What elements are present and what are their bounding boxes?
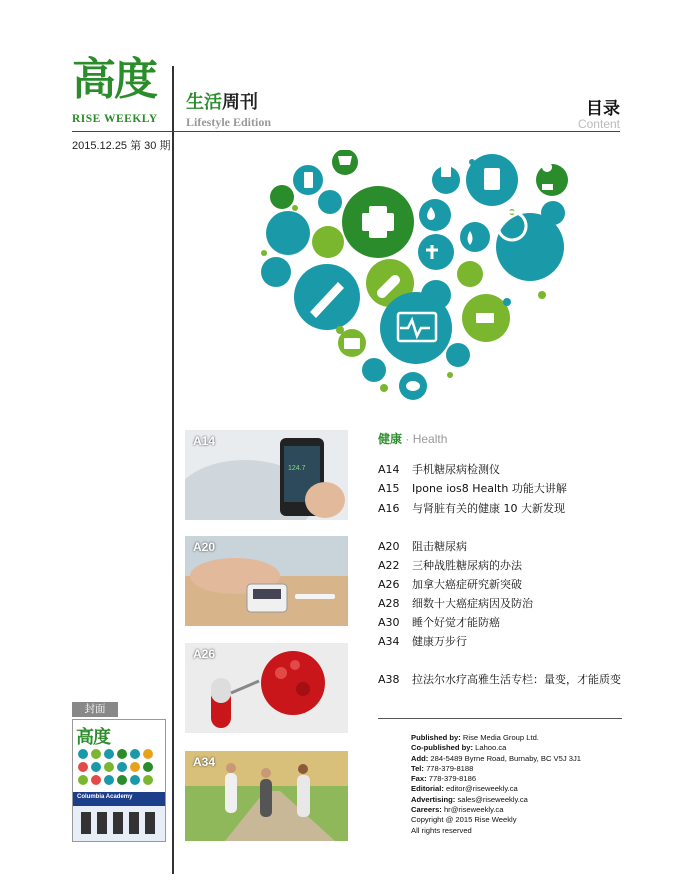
thumbnail-a26[interactable] [185, 643, 348, 733]
toc-page-code: A26 [378, 578, 400, 591]
footer-rule [378, 718, 622, 719]
toc-entry[interactable] [378, 633, 467, 649]
toc-entry[interactable] [378, 576, 522, 592]
clipboard-icon [484, 168, 500, 190]
value[interactable]: editor@riseweekly.ca [446, 784, 518, 794]
value[interactable]: hr@riseweekly.ca [443, 805, 504, 815]
section-title-en: · Health [405, 432, 448, 446]
publication-title-green: 生活 [186, 92, 222, 113]
value: 778-379-8186 [428, 774, 477, 784]
editorial-email [411, 784, 581, 794]
published-by [411, 733, 581, 743]
toc-title: 拉法尔水疗高雅生活专栏：量变，才能质变 [412, 673, 621, 686]
advertising-email [411, 795, 581, 805]
toc-entry[interactable] [378, 557, 522, 573]
label: Advertising: [411, 794, 456, 804]
toc-page-code: A22 [378, 559, 400, 572]
section-heading [378, 430, 447, 447]
logo: 高度 [72, 54, 156, 105]
address [411, 754, 581, 764]
toc-title: 三种战胜糖尿病的办法 [412, 559, 522, 572]
toc-page-code: A15 [378, 482, 400, 495]
health-heart-illustration [250, 150, 590, 410]
toc-title: 阻击糖尿病 [412, 540, 467, 553]
thumbnail-label: A14 [193, 434, 216, 448]
issue-date: 2015.12.25 第 30 期 [72, 140, 171, 152]
header-rule [72, 131, 620, 132]
logo-subtitle: RISE WEEKLY [72, 113, 158, 125]
toc-entry[interactable] [378, 538, 467, 554]
cover-banner-text: Columbia Academy [77, 794, 133, 800]
toc-entry[interactable] [378, 461, 500, 477]
vertical-divider [172, 66, 174, 874]
careers-email [411, 805, 581, 815]
eye-icon [406, 381, 420, 391]
toc-entry[interactable] [378, 671, 621, 687]
label: Co-published by: [411, 743, 474, 753]
contents-subtitle: Content [577, 117, 620, 131]
toc-title: Ipone ios8 Health 功能大讲解 [412, 482, 567, 495]
toc-title: 与肾脏有关的健康 10 大新发现 [412, 502, 565, 515]
toc-entry[interactable] [378, 500, 565, 516]
rights: All rights reserved [411, 825, 472, 835]
thumbnail-a34[interactable] [185, 751, 348, 841]
fax [411, 774, 581, 784]
label: Add: [411, 753, 429, 763]
toc-page-code: A30 [378, 616, 400, 629]
value[interactable]: sales@riseweekly.ca [457, 794, 528, 804]
toc-entry[interactable] [378, 614, 500, 630]
thumbnail-label: A20 [193, 540, 216, 554]
thumbnail-a20[interactable] [185, 536, 348, 626]
toc-title: 睡个好觉才能防癌 [412, 616, 500, 629]
thumbnail-a14[interactable] [185, 430, 348, 520]
toc-page-code: A38 [378, 673, 400, 686]
telephone [411, 764, 581, 774]
toc-page-code: A34 [378, 635, 400, 648]
section-title-zh: 健康 [378, 432, 403, 446]
toc-page-code: A20 [378, 540, 400, 553]
cover-thumbnail[interactable] [72, 719, 166, 842]
publisher-info [411, 733, 581, 836]
first-aid-icon [344, 338, 360, 349]
label: Careers: [411, 805, 442, 815]
contents-title: 目录 [586, 99, 620, 119]
label: Fax: [411, 774, 427, 784]
value: 778-379-8188 [426, 763, 474, 773]
toc-page-code: A14 [378, 463, 400, 476]
value: Rise Media Group Ltd. [462, 733, 539, 742]
publication-title-black: 周刊 [222, 92, 258, 113]
label: Tel: [411, 763, 424, 773]
svg-text:124.7: 124.7 [288, 465, 306, 472]
thumbnail-label: A34 [193, 755, 216, 769]
toc-entry[interactable] [378, 480, 567, 496]
toc-title: 细数十大癌症病因及防治 [412, 597, 533, 610]
publication-subtitle: Lifestyle Edition [186, 115, 272, 129]
value: 284-5489 Byrne Road, Burnaby, BC V5J 3J1 [430, 753, 581, 763]
ambulance-icon [476, 313, 494, 323]
value: Lahoo.ca [475, 743, 507, 753]
bottle-icon [441, 163, 451, 177]
toc-page-code: A16 [378, 502, 400, 515]
copyright: Copyright @ 2015 Rise Weekly [411, 815, 517, 825]
cup-icon [338, 156, 352, 165]
toc-title: 加拿大癌症研究新突破 [412, 578, 522, 591]
cross-icon-bar [362, 213, 394, 231]
medicine-jar-icon [304, 172, 313, 188]
cover-label: 封面 [72, 702, 118, 717]
toc-title: 健康万步行 [412, 635, 467, 648]
thumbnail-label: A26 [193, 647, 216, 661]
toc-page-code: A28 [378, 597, 400, 610]
publication-title [186, 88, 258, 114]
toc-entry[interactable] [378, 595, 533, 611]
toc-title: 手机糖尿病检测仪 [412, 463, 500, 476]
cover-mini-logo: 高度 [76, 727, 110, 748]
copublished-by [411, 743, 581, 753]
label: Published by: [411, 733, 461, 742]
label: Editorial: [411, 784, 444, 794]
